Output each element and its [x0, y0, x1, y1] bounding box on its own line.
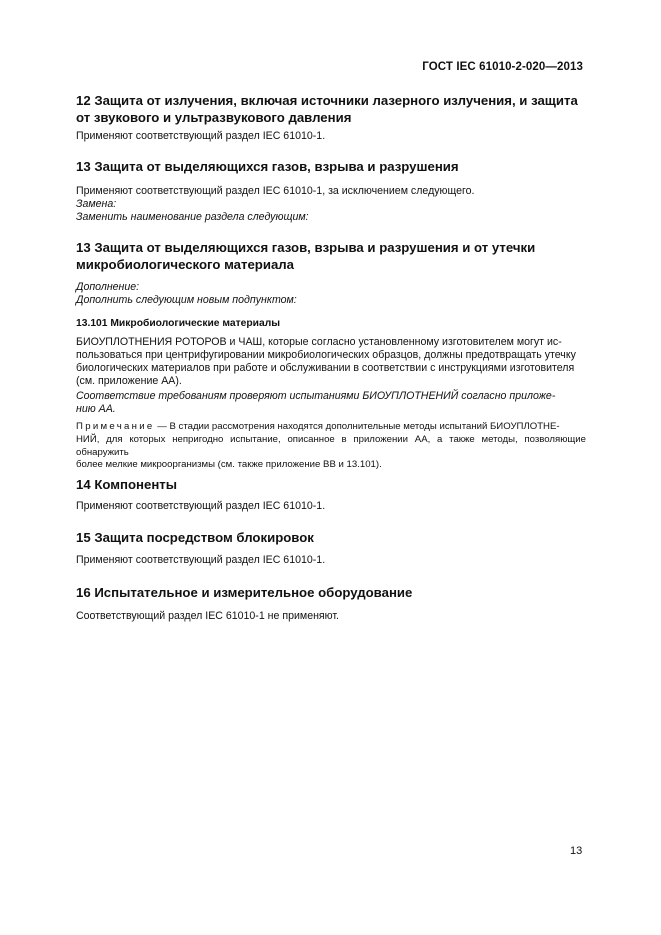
paragraph-line: пользоваться при центрифугировании микробиологических образцов, должны предотвращать утечку — [76, 349, 576, 361]
section-13-text: Применяют соответствующий раздел IEC 61010-1, за исключением следующего. — [76, 185, 475, 197]
paragraph-line: Соответствие требованиям проверяют испытаниями БИОУПЛОТНЕНИЙ согласно приложе- — [76, 390, 556, 402]
note-line — [76, 421, 586, 434]
section-15-title: 15 Защита посредством блокировок — [76, 530, 314, 545]
note-block — [76, 421, 586, 472]
section-13-title: 13 Защита от выделяющихся газов, взрыва и разрушения — [76, 159, 459, 174]
paragraph-line: биологических материалов при работе и обслуживании в соответствии с инструкциями изготовителя — [76, 362, 575, 374]
addition-text: Дополнить следующим новым подпунктом: — [76, 294, 297, 306]
note-line1-text: — В стадии рассмотрения находятся дополнительные методы испытаний БИОУПЛОТНЕ- — [154, 421, 560, 432]
section-15-text: Применяют соответствующий раздел IEC 61010-1. — [76, 554, 326, 566]
page-number: 13 — [570, 845, 583, 857]
document-header: ГОСТ IEC 61010-2-020—2013 — [422, 61, 583, 73]
addition-label: Дополнение: — [76, 281, 140, 293]
subsection-13-101-title: 13.101 Микробиологические материалы — [76, 318, 281, 329]
compliance-paragraph — [76, 390, 586, 416]
paragraph-line: нию АА. — [76, 403, 116, 415]
section-12-title-line1: 12 Защита от излучения, включая источники лазерного излучения, и защита — [76, 93, 578, 108]
section-13-replace-text: Заменить наименование раздела следующим: — [76, 211, 309, 223]
section-12-title-line2: от звукового и ультразвукового давления — [76, 110, 352, 125]
paragraph-line: БИОУПЛОТНЕНИЯ РОТОРОВ и ЧАШ, которые согласно установленному изготовителем могут ис- — [76, 336, 562, 348]
section-13-new-title — [76, 239, 586, 273]
section-12-title — [76, 92, 586, 126]
section-16-text: Соответствующий раздел IEC 61010-1 не применяют. — [76, 610, 340, 622]
note-line: НИЙ, для которых непригодно испытание, описанное в приложении АА, а также методы, позволяющие обнаружить — [76, 433, 586, 458]
section-14-text: Применяют соответствующий раздел IEC 61010-1. — [76, 500, 326, 512]
section-12-text: Применяют соответствующий раздел IEC 61010-1. — [76, 130, 326, 142]
paragraph-line: (см. приложение АА). — [76, 375, 182, 387]
section-13-new-title-line2: микробиологического материала — [76, 257, 294, 272]
subsection-13-101-paragraph — [76, 336, 586, 388]
note-label: Примечание — [76, 421, 155, 432]
section-14-title: 14 Компоненты — [76, 477, 178, 492]
section-16-title: 16 Испытательное и измерительное оборудование — [76, 585, 413, 600]
note-line: более мелкие микроорганизмы (см. также приложение ВВ и 13.101). — [76, 459, 382, 471]
section-13-new-title-line1: 13 Защита от выделяющихся газов, взрыва и разрушения и от утечки — [76, 240, 536, 255]
section-13-replace-label: Замена: — [76, 198, 117, 210]
